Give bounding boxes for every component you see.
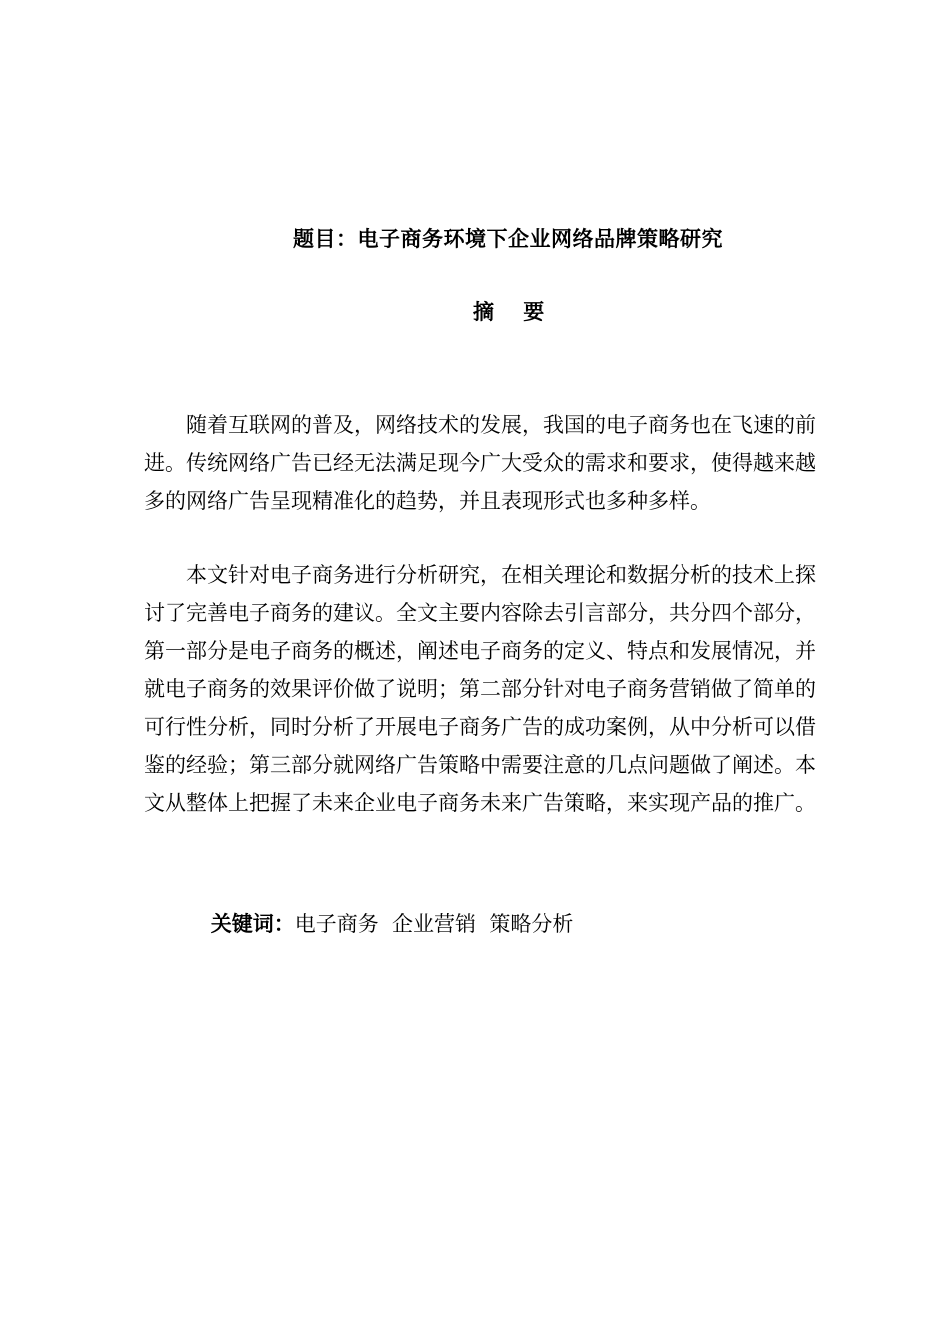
abstract-heading: 摘 要 (473, 300, 545, 324)
keywords-value: 电子商务 企业营销 策略分析 (294, 912, 574, 936)
abstract-paragraph-1: 随着互联网的普及，网络技术的发展，我国的电子商务也在飞速的前进。传统网络广告已经无法满足现今广大受众的需求和要求，使得越来越多的网络广告呈现精准化的趋势，并且表现形式也多种多样。 (144, 413, 816, 513)
document-title: 题目：电子商务环境下企业网络品牌策略研究 (293, 227, 723, 251)
keywords-line (184, 867, 573, 981)
keywords-label: 关键词： (210, 912, 295, 936)
abstract-paragraph-2: 本文针对电子商务进行分析研究，在相关理论和数据分析的技术上探讨了完善电子商务的建议。全文主要内容除去引言部分，共分四个部分，第一部分是电子商务的概述，阐述电子商务的定义、特点和发展情况，并就电子商务的效果评价做了说明；第二部分针对电子商务营销做了简单的可行性分析，同时分析了开展电子商务广告的成功案例，从中分析可以借鉴的经验；第三部分就网络广告策略中需要注意的几点问题做了阐述。本文从整体上把握了未来企业电子商务未来广告策略，来实现产品的推广。 (144, 563, 816, 815)
